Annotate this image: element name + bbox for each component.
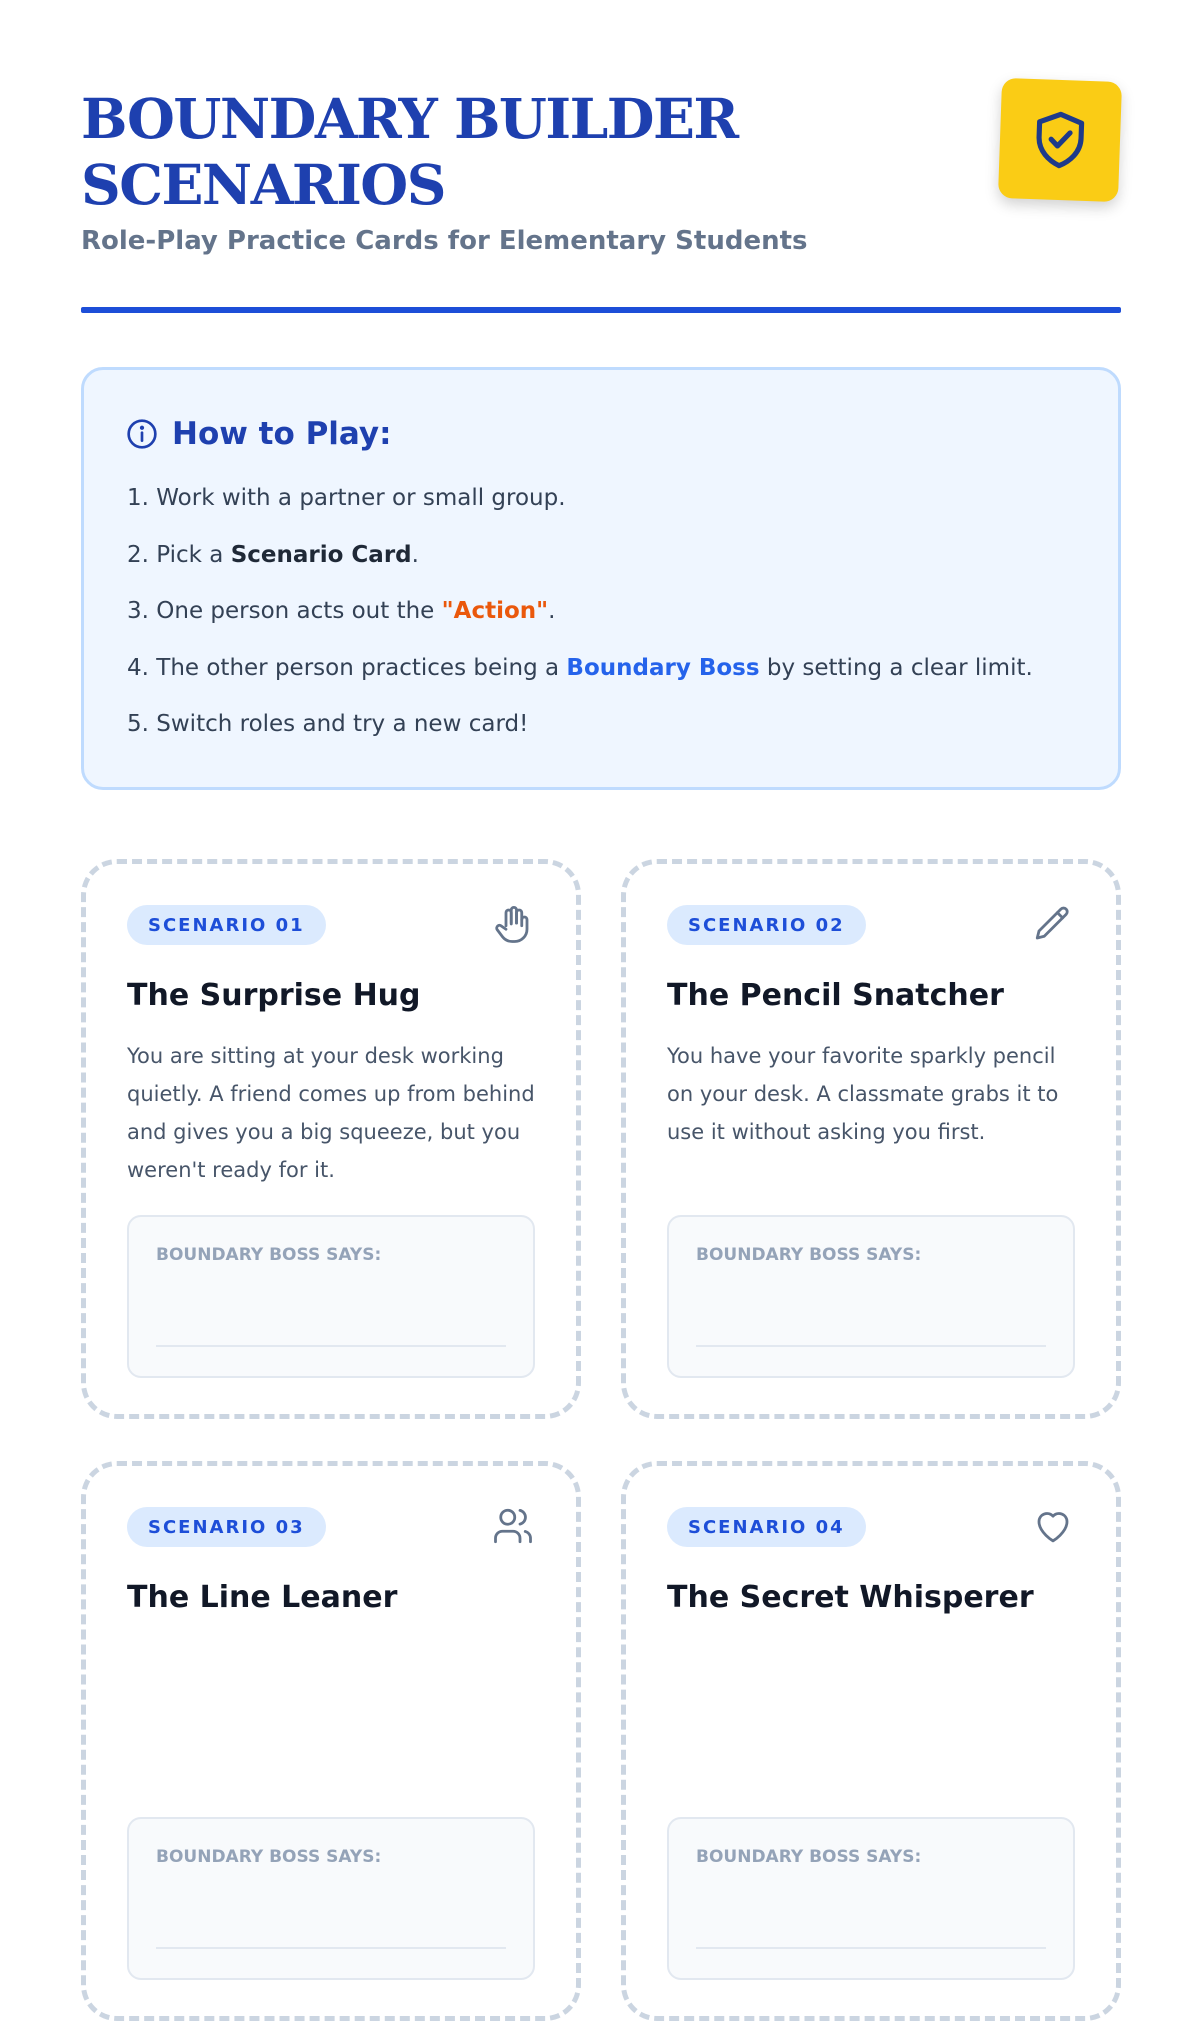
page-title: BOUNDARY BUILDER SCENARIOS — [81, 86, 738, 217]
worksheet-page — [81, 0, 1121, 1867]
scenario-card-emphasis: Scenario Card — [230, 541, 412, 568]
scenario-title: The Surprise Hug — [127, 978, 421, 1013]
header — [81, 0, 1121, 314]
response-label: BOUNDARY BOSS SAYS: — [156, 1245, 382, 1265]
scenario-tag: SCENARIO 02 — [667, 905, 866, 945]
step-item: 1. Work with a partner or small group. — [127, 485, 566, 511]
scenario-tag: SCENARIO 03 — [127, 1507, 326, 1547]
how-to-play-box — [81, 367, 1121, 790]
scenario-card — [81, 1461, 581, 2021]
steps-list — [127, 483, 1033, 766]
scenario-card — [81, 859, 581, 1419]
response-writing-line[interactable] — [156, 1345, 506, 1347]
step-item: 4. The other person practices being a Boundary Boss by setting a clear limit. — [127, 654, 1033, 681]
scenario-tag: SCENARIO 01 — [127, 905, 326, 945]
how-to-play-heading — [126, 416, 392, 452]
shield-badge — [998, 78, 1122, 202]
step-item: 2. Pick a Scenario Card. — [127, 541, 419, 568]
response-box — [127, 1817, 535, 1980]
hand-stop-icon — [492, 903, 534, 945]
shield-check-icon — [1031, 108, 1089, 172]
response-box — [127, 1215, 535, 1378]
response-label: BOUNDARY BOSS SAYS: — [696, 1847, 922, 1867]
scenario-description: You are sitting at your desk working quietly. A friend comes up from behind and gives you a big squeeze, but you weren't ready for it. — [127, 1044, 535, 1182]
step-item: 5. Switch roles and try a new card! — [127, 711, 529, 737]
scenario-tag: SCENARIO 04 — [667, 1507, 866, 1547]
users-icon — [492, 1505, 534, 1547]
scenario-title: The Line Leaner — [127, 1580, 398, 1615]
response-box — [667, 1215, 1075, 1378]
scenario-card — [621, 859, 1121, 1419]
pencil-icon — [1032, 903, 1074, 945]
response-writing-line[interactable] — [696, 1345, 1046, 1347]
info-icon — [126, 418, 158, 450]
heart-icon — [1032, 1505, 1074, 1547]
scenario-title: The Secret Whisperer — [667, 1580, 1034, 1615]
page-subtitle: Role-Play Practice Cards for Elementary Students — [81, 226, 808, 256]
step-item: 3. One person acts out the "Action". — [127, 598, 556, 624]
scenario-title: The Pencil Snatcher — [667, 978, 1004, 1013]
response-label: BOUNDARY BOSS SAYS: — [696, 1245, 922, 1265]
scenario-description: You have your favorite sparkly pencil on your desk. A classmate grabs it to use it without asking you first. — [667, 1044, 1059, 1144]
action-highlight: "Action" — [441, 598, 549, 624]
scenario-card — [621, 1461, 1121, 2021]
response-box — [667, 1817, 1075, 1980]
response-writing-line[interactable] — [696, 1947, 1046, 1949]
boundary-boss-highlight: Boundary Boss — [566, 654, 760, 681]
header-divider — [81, 307, 1121, 313]
how-to-play-title: How to Play: — [172, 416, 392, 452]
response-writing-line[interactable] — [156, 1947, 506, 1949]
response-label: BOUNDARY BOSS SAYS: — [156, 1847, 382, 1867]
